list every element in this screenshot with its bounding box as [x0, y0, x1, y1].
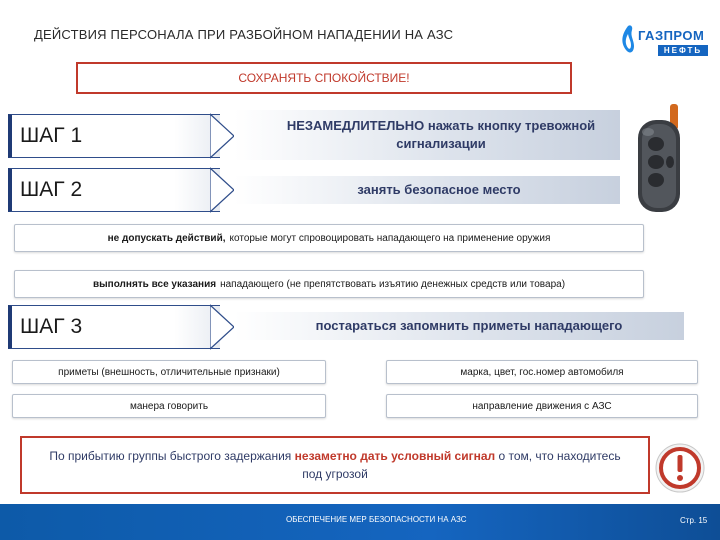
remember-direction: направление движения с АЗС	[386, 394, 698, 418]
remember-speech: манера говорить	[12, 394, 326, 418]
arrival-post: о том, что находитесь под угрозой	[302, 449, 621, 481]
logo-sub: НЕФТЬ	[663, 46, 703, 55]
step-3-text: ШАГ 3	[20, 315, 83, 338]
alarm-remote-icon	[626, 104, 692, 216]
remember-appearance: приметы (внешность, отличительные признаки)	[12, 360, 326, 384]
step-1-action: НЕЗАМЕДЛИТЕЛЬНО нажать кнопку тревожной сигнализации	[234, 110, 620, 160]
arrival-bold: незаметно дать условный сигнал	[294, 449, 496, 463]
arrival-pre: По прибытию группы быстрого задержания	[49, 449, 295, 463]
step-2-label	[8, 168, 220, 212]
remember-vehicle: марка, цвет, гос.номер автомобиля	[386, 360, 698, 384]
note-follow-instructions-strong: выполнять все указания	[92, 278, 217, 290]
note-follow-instructions	[14, 270, 644, 298]
logo-sub-bar	[658, 45, 708, 56]
note-no-provocation	[14, 224, 644, 252]
step-2-action: занять безопасное место	[234, 176, 620, 204]
logo-name: ГАЗПРОМ	[638, 28, 705, 43]
note-no-provocation-rest: которые могут спровоцировать нападающего на применение оружия	[229, 232, 551, 244]
arrival-instruction	[20, 436, 650, 494]
gazprom-neft-logo	[618, 20, 710, 64]
step-2-text: ШАГ 2	[20, 178, 83, 201]
step-1-text: ШАГ 1	[20, 124, 83, 147]
footer-text: ОБЕСПЕЧЕНИЕ МЕР БЕЗОПАСНОСТИ НА АЗС	[286, 515, 467, 524]
step-1-label	[8, 114, 220, 158]
note-follow-instructions-rest: нападающего (не препятствовать изъятию денежных средств или товара)	[220, 278, 566, 290]
note-no-provocation-strong: не допускать действий,	[107, 232, 226, 244]
calm-banner: СОХРАНЯТЬ СПОКОЙСТВИЕ!	[76, 62, 572, 94]
page-number: Стр. 15	[680, 516, 708, 525]
warning-icon	[654, 442, 706, 494]
step-3-action: постараться запомнить приметы нападающего	[234, 312, 684, 340]
page-title: ДЕЙСТВИЯ ПЕРСОНАЛА ПРИ РАЗБОЙНОМ НАПАДЕНИИ НА АЗС	[34, 27, 454, 42]
step-3-label	[8, 305, 220, 349]
